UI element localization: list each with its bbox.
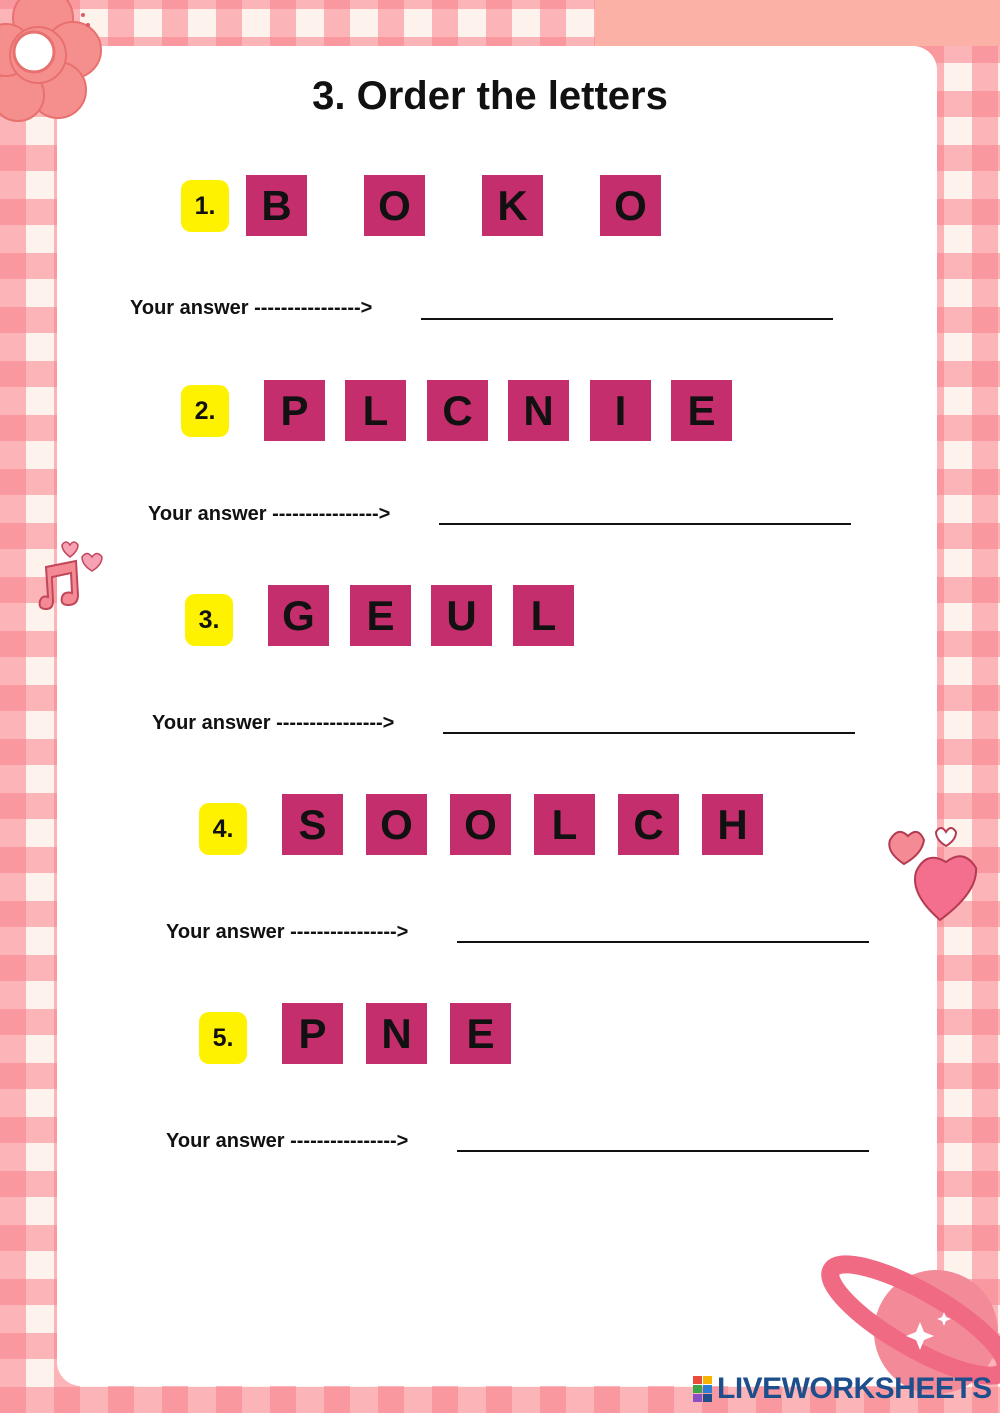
letter-tile[interactable]: L: [513, 585, 574, 646]
letter-tile[interactable]: E: [671, 380, 732, 441]
answer-label: Your answer ---------------->: [166, 1130, 409, 1152]
letter-tile[interactable]: B: [246, 175, 307, 236]
letter-tile[interactable]: N: [508, 380, 569, 441]
logo-icon: [693, 1376, 713, 1402]
answer-label: Your answer ---------------->: [166, 921, 409, 943]
letter-tile[interactable]: G: [268, 585, 329, 646]
question-number: 4.: [199, 803, 247, 855]
question-number: 3.: [185, 594, 233, 646]
answer-input-line[interactable]: [439, 523, 851, 525]
answer-input-line[interactable]: [457, 941, 869, 943]
letter-tile[interactable]: I: [590, 380, 651, 441]
letter-tile[interactable]: K: [482, 175, 543, 236]
logo-text: LIVEWORKSHEETS: [717, 1372, 992, 1405]
letter-tile[interactable]: P: [282, 1003, 343, 1064]
answer-label: Your answer ---------------->: [130, 297, 373, 319]
letter-tile[interactable]: E: [350, 585, 411, 646]
answer-label: Your answer ---------------->: [152, 712, 395, 734]
letter-tile[interactable]: S: [282, 794, 343, 855]
letter-tile[interactable]: P: [264, 380, 325, 441]
hearts-icon: [884, 822, 984, 922]
letter-tile[interactable]: U: [431, 585, 492, 646]
letter-tile[interactable]: H: [702, 794, 763, 855]
letter-tile[interactable]: O: [364, 175, 425, 236]
letter-tile[interactable]: O: [600, 175, 661, 236]
letter-tile[interactable]: E: [450, 1003, 511, 1064]
letter-tile[interactable]: C: [427, 380, 488, 441]
question-number: 5.: [199, 1012, 247, 1064]
answer-input-line[interactable]: [457, 1150, 869, 1152]
answer-input-line[interactable]: [443, 732, 855, 734]
question-number: 2.: [181, 385, 229, 437]
answer-label: Your answer ---------------->: [148, 503, 391, 525]
letter-tile[interactable]: O: [366, 794, 427, 855]
top-band: [595, 0, 1000, 46]
answer-input-line[interactable]: [421, 318, 833, 320]
liveworksheets-logo: [693, 1372, 992, 1406]
letter-tile[interactable]: C: [618, 794, 679, 855]
letter-tile[interactable]: O: [450, 794, 511, 855]
letter-tile[interactable]: L: [345, 380, 406, 441]
letter-tile[interactable]: N: [366, 1003, 427, 1064]
question-number: 1.: [181, 180, 229, 232]
music-note-heart-icon: [38, 535, 108, 615]
page-title: 3. Order the letters: [312, 74, 668, 118]
letter-tile[interactable]: L: [534, 794, 595, 855]
